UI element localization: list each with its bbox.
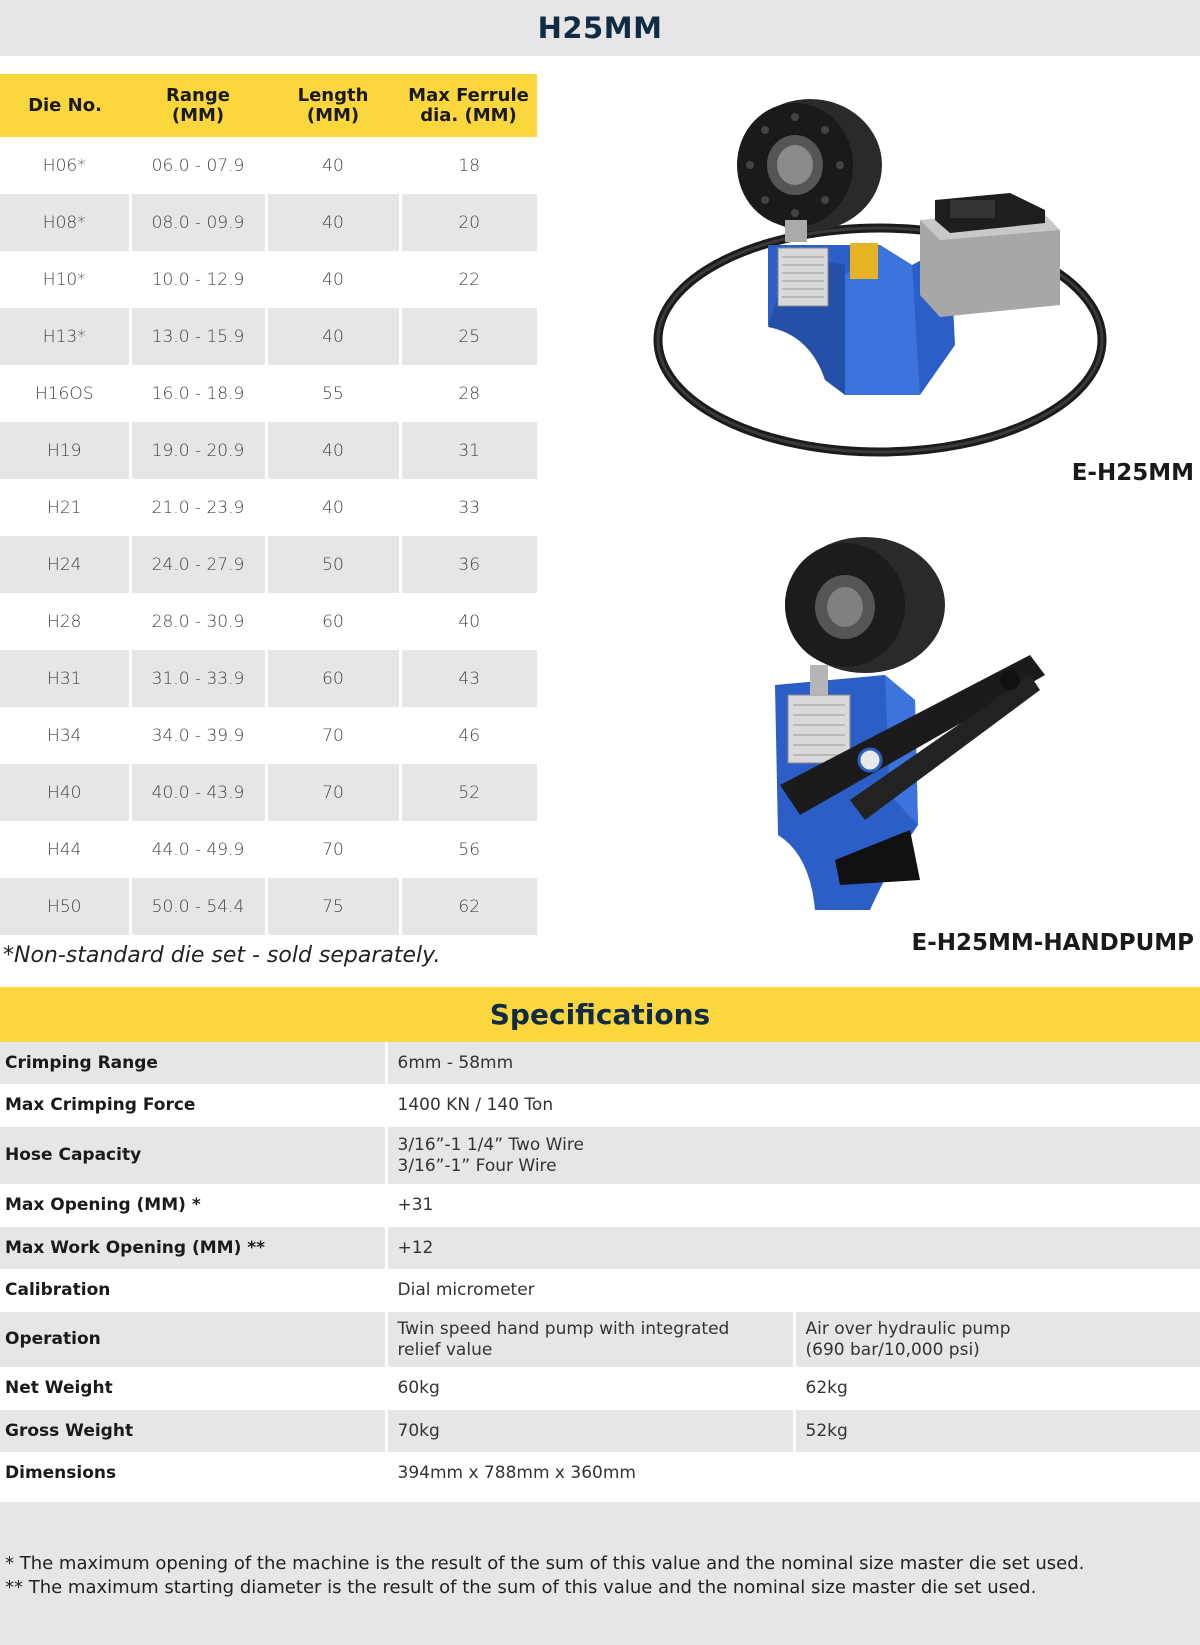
- spec-row-operation: Operation Twin speed hand pump with integrated relief value Air over hydraulic pump (690 bar/10,000 psi): [0, 1312, 1200, 1367]
- specifications-header: [0, 987, 1200, 1042]
- hose-capacity-four-wire: 3/16”-1” Four Wire: [397, 1155, 557, 1176]
- table-cell: 19.0 - 20.9: [130, 422, 266, 479]
- table-cell: 40: [266, 194, 400, 251]
- table-cell: 28: [400, 365, 537, 422]
- table-cell: 25: [400, 308, 537, 365]
- table-cell: 16.0 - 18.9: [130, 365, 266, 422]
- die-table-header-cell: Length (MM): [266, 74, 400, 137]
- spec-row-crimping-range: Crimping Range 6mm - 58mm: [0, 1042, 1200, 1084]
- table-cell: 20: [400, 194, 537, 251]
- table-cell: 52: [400, 764, 537, 821]
- table-row: [0, 650, 537, 707]
- table-cell: 40: [266, 422, 400, 479]
- table-cell: H34: [47, 725, 82, 746]
- table-cell: H28: [47, 611, 82, 632]
- spec-row-max-opening: Max Opening (MM) * +31: [0, 1184, 1200, 1227]
- footnotes: [0, 1502, 1200, 1645]
- table-cell: H50: [0, 878, 130, 935]
- table-cell: H44: [47, 839, 82, 860]
- table-row: [0, 308, 537, 365]
- product-label-air-pump: E-H25MM: [1071, 460, 1194, 486]
- spec-row-calibration: Calibration Dial micrometer: [0, 1269, 1200, 1312]
- table-cell: H13*: [0, 308, 130, 365]
- table-cell: 31: [400, 422, 537, 479]
- die-table-header-cell: Die No.: [0, 74, 130, 137]
- table-cell: 43: [400, 650, 537, 707]
- table-cell: 40: [266, 479, 400, 536]
- table-row: [0, 707, 537, 764]
- table-cell: 70: [266, 764, 400, 821]
- die-table: [0, 74, 537, 935]
- table-cell: 40: [266, 308, 400, 365]
- table-cell: 36: [400, 536, 537, 593]
- table-row: [0, 137, 537, 194]
- specifications-table: [0, 1042, 1200, 1495]
- table-cell: 06.0 - 07.9: [130, 137, 266, 194]
- table-cell: H10*: [42, 269, 86, 290]
- spec-row-max-work-opening: Max Work Opening (MM) ** +12: [0, 1227, 1200, 1269]
- table-cell: H31: [0, 650, 130, 707]
- table-cell: H19: [0, 422, 130, 479]
- die-table-header-cell: Max Ferrule dia. (MM): [400, 74, 537, 137]
- table-cell: H40: [0, 764, 130, 821]
- table-cell: H06*: [42, 155, 86, 176]
- table-cell: 55: [266, 365, 400, 422]
- die-note: *Non-standard die set - sold separately.: [3, 943, 441, 968]
- table-cell: 28.0 - 30.9: [130, 593, 266, 650]
- table-cell: 33: [400, 479, 537, 536]
- table-cell: 56: [400, 821, 537, 878]
- table-cell: 40.0 - 43.9: [130, 764, 266, 821]
- table-cell: 44.0 - 49.9: [130, 821, 266, 878]
- table-cell: 08.0 - 09.9: [130, 194, 266, 251]
- spec-row-hose-capacity: Hose Capacity 3/16”-1 1/4” Two Wire 3/16”-1” Four Wire: [0, 1127, 1200, 1184]
- table-cell: 62: [400, 878, 537, 935]
- table-cell: 50.0 - 54.4: [130, 878, 266, 935]
- table-cell: 40: [266, 251, 400, 308]
- product-image-air-pump: [650, 95, 1140, 465]
- table-cell: 60: [266, 650, 400, 707]
- table-cell: 46: [400, 707, 537, 764]
- table-cell: 70: [266, 707, 400, 764]
- table-row: [0, 878, 537, 935]
- product-image-handpump: [740, 535, 1090, 915]
- table-cell: 31.0 - 33.9: [130, 650, 266, 707]
- spec-row-max-force: Max Crimping Force 1400 KN / 140 Ton: [0, 1084, 1200, 1127]
- footnote-2: ** The maximum starting diameter is the result of the sum of this value and the nominal size master die set used.: [5, 1577, 1037, 1598]
- hose-capacity-two-wire: 3/16”-1 1/4” Two Wire: [397, 1134, 584, 1155]
- table-cell: 10.0 - 12.9: [130, 251, 266, 308]
- die-table-header-cell: Range (MM): [130, 74, 266, 137]
- table-cell: 34.0 - 39.9: [130, 707, 266, 764]
- table-cell: 40: [266, 137, 400, 194]
- table-cell: 13.0 - 15.9: [130, 308, 266, 365]
- spec-row-gross-weight: Gross Weight 70kg 52kg: [0, 1410, 1200, 1452]
- table-cell: 24.0 - 27.9: [130, 536, 266, 593]
- table-cell: H24: [0, 536, 130, 593]
- table-cell: H08*: [0, 194, 130, 251]
- table-cell: 60: [266, 593, 400, 650]
- footnote-1: * The maximum opening of the machine is the result of the sum of this value and the nominal size master die set used.: [5, 1553, 1085, 1574]
- table-cell: H16OS: [34, 383, 94, 404]
- table-cell: H21: [47, 497, 82, 518]
- table-cell: 50: [266, 536, 400, 593]
- spec-row-net-weight: Net Weight 60kg 62kg: [0, 1367, 1200, 1410]
- title-bar: [0, 0, 1200, 56]
- table-row: [0, 593, 537, 650]
- page-title: H25MM: [537, 11, 663, 45]
- table-cell: 70: [266, 821, 400, 878]
- table-row: [0, 764, 537, 821]
- table-row: [0, 821, 537, 878]
- die-table-header: [0, 74, 537, 137]
- table-cell: 18: [400, 137, 537, 194]
- table-cell: 22: [400, 251, 537, 308]
- spec-row-dimensions: Dimensions 394mm x 788mm x 360mm: [0, 1452, 1200, 1495]
- table-row: [0, 422, 537, 479]
- die-table-body: [0, 137, 537, 935]
- table-cell: 21.0 - 23.9: [130, 479, 266, 536]
- table-cell: 40: [400, 593, 537, 650]
- table-row: [0, 194, 537, 251]
- table-row: [0, 251, 537, 308]
- table-cell: 75: [266, 878, 400, 935]
- table-row: [0, 536, 537, 593]
- table-row: [0, 365, 537, 422]
- specifications-title: Specifications: [489, 998, 711, 1031]
- table-row: [0, 479, 537, 536]
- product-label-handpump: E-H25MM-HANDPUMP: [911, 930, 1194, 956]
